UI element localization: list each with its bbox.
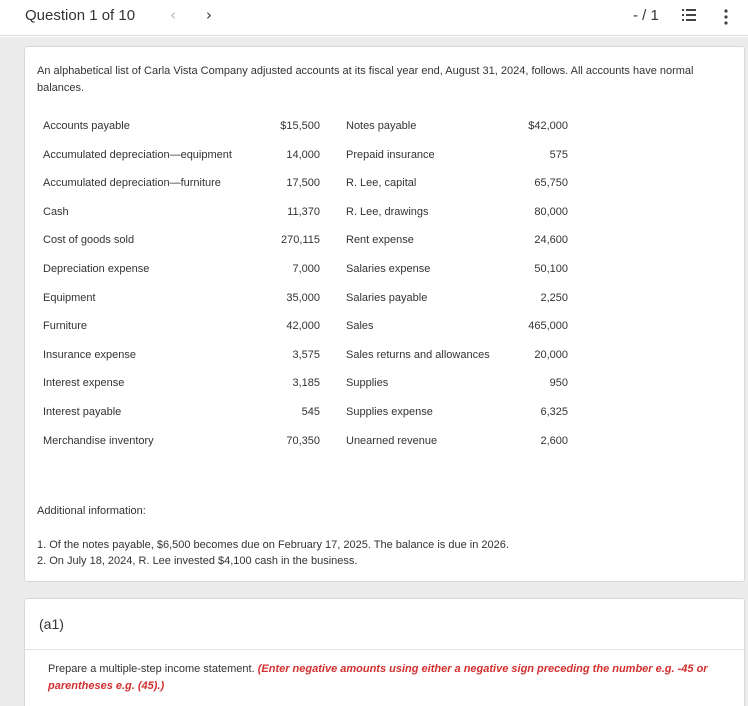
part-instruction (48, 661, 728, 695)
part-card (24, 598, 745, 706)
account-name: Salaries payable (346, 291, 428, 304)
account-name: Depreciation expense (43, 263, 150, 275)
account-row (25, 149, 746, 165)
account-name: Cash (43, 205, 69, 218)
part-label: (a1) (39, 616, 64, 632)
account-amount: 14,000 (286, 148, 320, 161)
account-amount: 20,000 (534, 348, 568, 361)
account-name: Supplies expense (346, 406, 433, 418)
account-row (25, 320, 746, 336)
account-row (25, 292, 746, 308)
account-amount: 35,000 (286, 291, 320, 304)
account-name: Interest payable (43, 406, 122, 418)
account-amount: $15,500 (280, 120, 320, 132)
account-row (25, 435, 746, 451)
divider (25, 649, 744, 650)
account-amount: 11,370 (287, 205, 320, 218)
account-name: Equipment (43, 291, 96, 304)
account-name: R. Lee, capital (346, 177, 417, 190)
account-amount: 50,100 (534, 263, 568, 275)
account-name: Insurance expense (43, 348, 136, 361)
account-amount: 465,000 (528, 320, 568, 333)
account-amount: 6,325 (540, 406, 568, 418)
instruction-note: (Enter negative amounts using either a negative sign preceding the number e.g. -45 or parentheses e.g. (45).) (48, 663, 708, 692)
account-row (25, 177, 746, 193)
account-name: Sales (346, 320, 374, 333)
account-row (25, 263, 746, 279)
additional-info-list (37, 537, 509, 569)
account-name: Prepaid insurance (346, 148, 435, 161)
account-amount: $42,000 (528, 120, 568, 132)
account-amount: 3,185 (292, 377, 320, 390)
account-name: Rent expense (346, 234, 414, 247)
chevron-left-icon[interactable]: ‹ (170, 6, 176, 24)
account-amount: 575 (549, 148, 568, 161)
account-name: Merchandise inventory (43, 434, 154, 447)
account-name: Accumulated depreciation—furniture (43, 177, 221, 190)
score-display: - / 1 (633, 7, 659, 24)
account-amount: 65,750 (534, 177, 568, 190)
account-amount: 80,000 (534, 205, 568, 218)
additional-info-title: Additional information: (37, 505, 146, 517)
account-name: Sales returns and allowances (346, 348, 490, 361)
account-row (25, 120, 746, 136)
account-amount: 2,250 (540, 291, 568, 304)
question-counter: Question 1 of 10 (25, 7, 136, 24)
account-amount: 24,600 (534, 234, 568, 247)
account-amount: 270,115 (281, 234, 320, 247)
account-amount: 950 (549, 377, 568, 390)
chevron-right-icon[interactable]: › (206, 6, 212, 24)
account-amount: 2,600 (540, 434, 568, 447)
account-name: Accumulated depreciation—equipment (43, 148, 232, 161)
account-amount: 545 (301, 406, 320, 418)
more-vertical-icon[interactable] (724, 9, 728, 25)
question-card (24, 46, 745, 582)
question-intro: An alphabetical list of Carla Vista Company adjusted accounts at its fiscal year end, August 31, 2024, follows. All accounts have normal balances. (37, 65, 694, 94)
account-amount: 17,500 (286, 177, 320, 190)
account-amount: 7,000 (292, 263, 320, 275)
account-name: Salaries expense (346, 263, 431, 275)
question-header (0, 0, 748, 36)
additional-info-item: 1. Of the notes payable, $6,500 becomes due on February 17, 2025. The balance is due in 2026. (37, 539, 509, 551)
account-row (25, 377, 746, 393)
account-name: R. Lee, drawings (346, 205, 429, 218)
account-name: Furniture (43, 320, 88, 333)
account-row (25, 206, 746, 222)
account-name: Supplies (346, 377, 389, 390)
account-row (25, 234, 746, 250)
account-name: Interest expense (43, 377, 125, 390)
account-name: Cost of goods sold (43, 234, 135, 247)
account-amount: 3,575 (292, 348, 320, 361)
list-icon[interactable] (682, 9, 696, 22)
account-row (25, 406, 746, 422)
account-name: Notes payable (346, 120, 417, 132)
account-amount: 42,000 (286, 320, 320, 333)
account-row (25, 349, 746, 365)
account-name: Unearned revenue (346, 434, 438, 447)
instruction-text: Prepare a multiple-step income statement. (48, 663, 258, 675)
account-amount: 70,350 (286, 434, 320, 447)
additional-info-item: 2. On July 18, 2024, R. Lee invested $4,100 cash in the business. (37, 555, 358, 567)
account-name: Accounts payable (43, 120, 130, 132)
